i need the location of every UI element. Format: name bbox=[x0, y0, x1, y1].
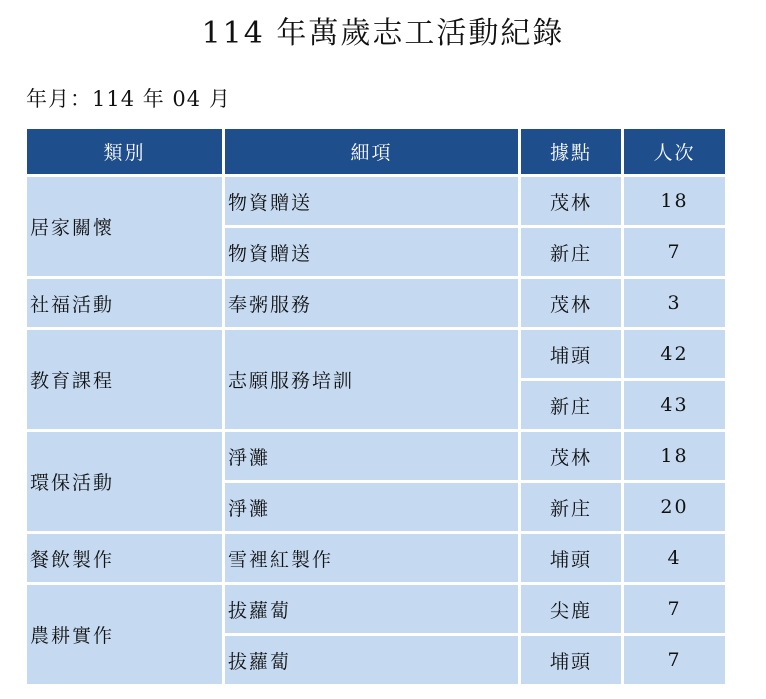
item-cell: 奉粥服務 bbox=[225, 279, 518, 327]
count-cell: 4 bbox=[624, 534, 725, 582]
count-cell: 7 bbox=[624, 585, 725, 633]
table-row bbox=[27, 330, 725, 378]
count-cell: 3 bbox=[624, 279, 725, 327]
table-row bbox=[27, 534, 725, 582]
site-cell: 新庄 bbox=[521, 381, 621, 429]
count-cell: 18 bbox=[624, 432, 725, 480]
count-cell: 42 bbox=[624, 330, 725, 378]
site-cell: 新庄 bbox=[521, 228, 621, 276]
item-cell: 拔蘿蔔 bbox=[225, 636, 518, 684]
item-cell: 志願服務培訓 bbox=[225, 330, 518, 429]
table-row bbox=[27, 279, 725, 327]
page-title: 114 年萬歲志工活動紀錄 bbox=[201, 16, 565, 51]
item-cell: 淨灘 bbox=[225, 432, 518, 480]
item-cell: 雪裡紅製作 bbox=[225, 534, 518, 582]
month-label: 年月：114 年 04 月 bbox=[26, 87, 231, 111]
table-row bbox=[27, 432, 725, 480]
count-cell: 20 bbox=[624, 483, 725, 531]
category-cell: 教育課程 bbox=[27, 330, 222, 429]
header-category: 類別 bbox=[27, 129, 222, 174]
count-cell: 7 bbox=[624, 228, 725, 276]
site-cell: 尖鹿 bbox=[521, 585, 621, 633]
site-cell: 埔頭 bbox=[521, 636, 621, 684]
site-cell: 茂林 bbox=[521, 279, 621, 327]
count-cell: 18 bbox=[624, 177, 725, 225]
category-cell: 環保活動 bbox=[27, 432, 222, 531]
site-cell: 茂林 bbox=[521, 432, 621, 480]
header-item: 細項 bbox=[225, 129, 518, 174]
item-cell: 物資贈送 bbox=[225, 177, 518, 225]
site-cell: 新庄 bbox=[521, 483, 621, 531]
count-cell: 43 bbox=[624, 381, 725, 429]
site-cell: 埔頭 bbox=[521, 330, 621, 378]
category-cell: 居家關懷 bbox=[27, 177, 222, 276]
table-row bbox=[27, 177, 725, 225]
item-cell: 物資贈送 bbox=[225, 228, 518, 276]
table-header-row bbox=[27, 129, 725, 174]
site-cell: 茂林 bbox=[521, 177, 621, 225]
category-cell: 餐飲製作 bbox=[27, 534, 222, 582]
header-site: 據點 bbox=[521, 129, 621, 174]
item-cell: 淨灘 bbox=[225, 483, 518, 531]
item-cell: 拔蘿蔔 bbox=[225, 585, 518, 633]
site-cell: 埔頭 bbox=[521, 534, 621, 582]
category-cell: 社福活動 bbox=[27, 279, 222, 327]
category-cell: 農耕實作 bbox=[27, 585, 222, 684]
table-row bbox=[27, 585, 725, 633]
activity-table bbox=[24, 126, 728, 687]
header-count: 人次 bbox=[624, 129, 725, 174]
count-cell: 7 bbox=[624, 636, 725, 684]
